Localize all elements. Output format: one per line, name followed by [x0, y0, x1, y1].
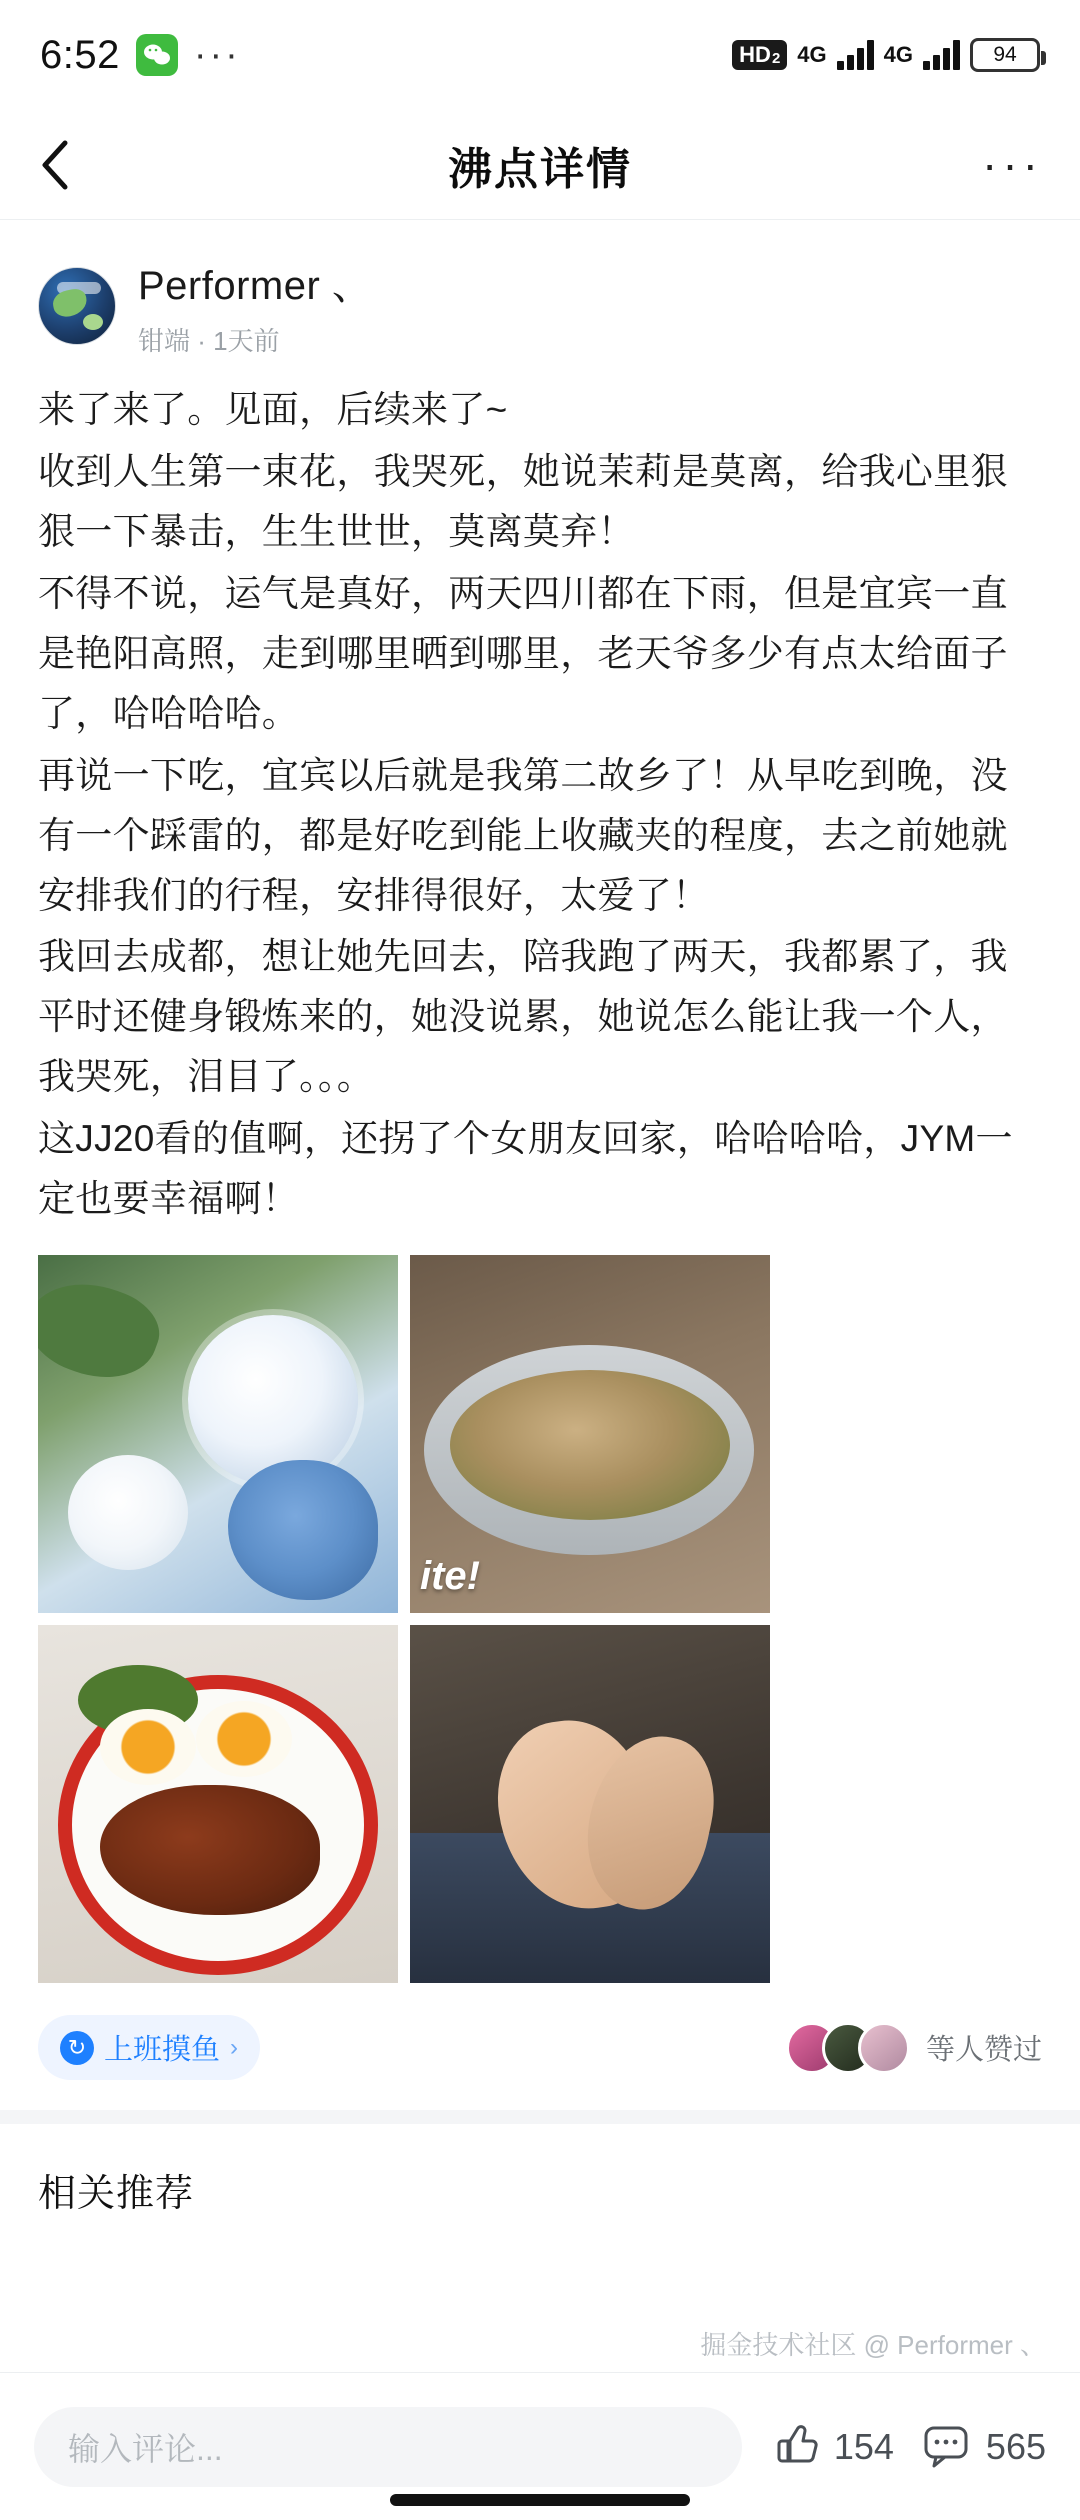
author-meta: [138, 254, 372, 358]
chevron-right-icon: ›: [230, 2033, 239, 2061]
page-title: 沸点详情: [448, 144, 632, 194]
post-paragraph: 不得不说，运气是真好，两天四川都在下雨，但是宜宾一直是艳阳高照，走到哪里晒到哪里，老天爷多少有点太给面子了，哈哈哈哈。: [38, 572, 1008, 734]
thumbs-up-icon: [768, 2418, 820, 2475]
signal-bars-2: [923, 40, 960, 70]
status-bar-left: [40, 33, 241, 78]
avatar[interactable]: [38, 267, 116, 345]
post-meta-row: [38, 2015, 1042, 2100]
signal-bars-1: [837, 40, 874, 70]
photo-rice[interactable]: [38, 1625, 398, 1983]
photo-hands[interactable]: [410, 1625, 770, 1983]
post-paragraph: 我回去成都，想让她先回去，陪我跑了两天，我都累了，我平时还健身锻炼来的，她没说累，她说怎么能让我一个人，我哭死，泪目了。。。: [38, 936, 1008, 1098]
comment-input[interactable]: 输入评论...: [34, 2407, 742, 2487]
comment-icon: [920, 2418, 972, 2475]
status-overflow-dots: ···: [193, 33, 241, 76]
photo-salad[interactable]: ite!: [410, 1255, 770, 1613]
post-text: [38, 380, 1042, 1229]
image-grid: [38, 1255, 770, 1983]
network-label-2: 4G: [883, 42, 913, 67]
photo-bouquet[interactable]: [38, 1255, 398, 1613]
home-indicator[interactable]: [390, 2494, 690, 2506]
post-content: [0, 220, 1080, 2100]
post-paragraph: 收到人生第一束花，我哭死，她说茉莉是莫离，给我心里狠狠一下暴击，生生世世，莫离莫弃！: [38, 450, 1008, 552]
section-divider: [0, 2110, 1080, 2124]
chevron-left-icon: [38, 138, 72, 192]
hd-sub: 2: [771, 50, 781, 67]
likers-label: 等人赞过: [925, 2034, 1042, 2067]
author-subtitle: 钳端 · 1天前: [138, 326, 280, 356]
comment-count: 565: [985, 2425, 1046, 2467]
post-paragraph: 这JJ20看的值啊，还拐了个女朋友回家，哈哈哈哈，JYM一定也要幸福啊！: [38, 1118, 1013, 1220]
wechat-icon: [136, 34, 178, 76]
watermark: 掘金技术社区 @ Performer 、: [700, 2330, 1046, 2360]
status-bar-right: [732, 38, 1040, 72]
author-row[interactable]: [38, 220, 1042, 368]
post-paragraph: 再说一下吃，宜宾以后就是我第二故乡了！从早吃到晚，没有一个踩雷的，都是好吃到能上收藏夹的程度，去之前她就安排我们的行程，安排得很好，太爱了！: [38, 754, 1008, 916]
nav-bar: [0, 110, 1080, 220]
author-name[interactable]: Performer 、: [138, 264, 373, 308]
more-button[interactable]: ···: [982, 137, 1043, 190]
status-bar: [0, 0, 1080, 110]
comment-button[interactable]: [920, 2418, 1046, 2475]
network-label-1: 4G: [797, 42, 827, 67]
liker-avatar: [858, 2022, 910, 2074]
post-paragraph: 来了来了。见面，后续来了~: [38, 389, 508, 430]
like-count: 154: [833, 2425, 894, 2467]
topic-tag-button[interactable]: [38, 2015, 260, 2080]
like-button[interactable]: [768, 2418, 894, 2475]
refresh-circle-icon: ↻: [60, 2031, 94, 2065]
battery-icon: [970, 38, 1040, 72]
likers-row[interactable]: [786, 2022, 1042, 2074]
hd-label: HD: [739, 42, 771, 67]
status-time: 6:52: [40, 32, 120, 77]
recommend-title: 相关推荐: [38, 2173, 195, 2216]
topic-tag-label: 上班摸鱼: [104, 2034, 221, 2067]
back-button[interactable]: [38, 135, 98, 195]
battery-percent: 94: [993, 43, 1017, 66]
hd-badge: [732, 40, 787, 70]
